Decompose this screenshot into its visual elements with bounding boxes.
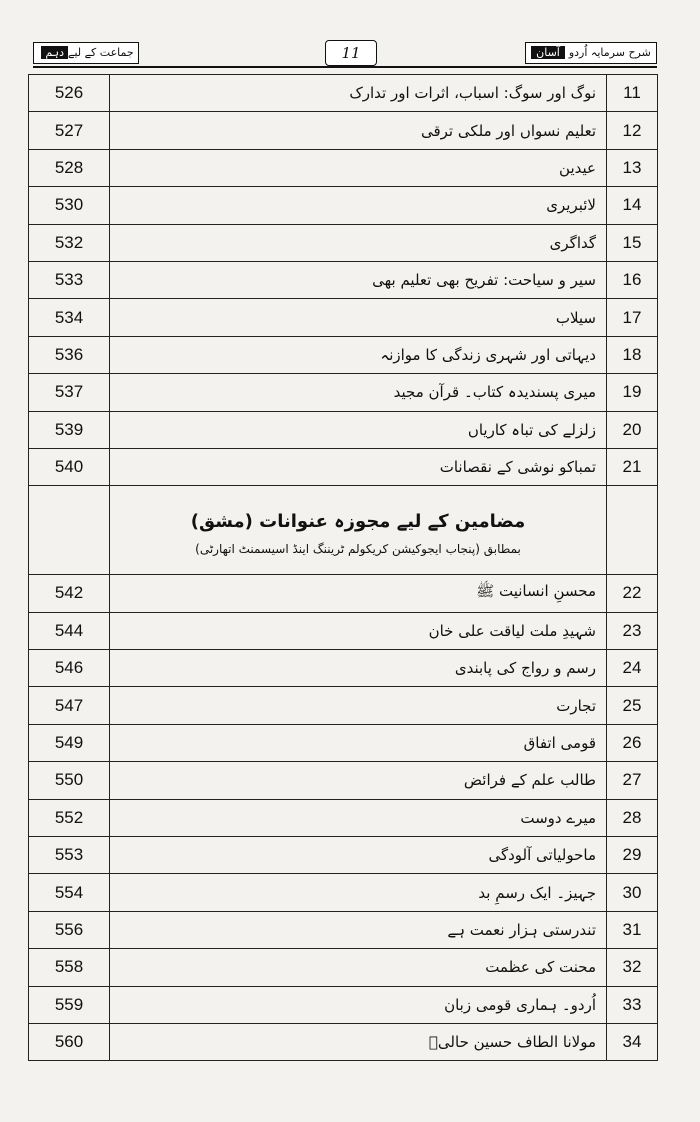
page-number-cell: 533 bbox=[29, 261, 110, 298]
serial-number-cell: 28 bbox=[607, 799, 658, 836]
page-number-cell: 539 bbox=[29, 411, 110, 448]
serial-number-cell: 23 bbox=[607, 612, 658, 649]
topic-title-cell: سیلاب bbox=[110, 299, 607, 336]
table-row[interactable] bbox=[29, 1023, 658, 1060]
page-number-cell: 530 bbox=[29, 187, 110, 224]
serial-number-cell: 29 bbox=[607, 837, 658, 874]
serial-number-cell: 33 bbox=[607, 986, 658, 1023]
topic-title-cell: رسم و رواج کی پابندی bbox=[110, 650, 607, 687]
topic-title-cell: محسنِ انسانیت ﷺ bbox=[110, 575, 607, 612]
page-number-cell: 542 bbox=[29, 575, 110, 612]
serial-number-cell: 17 bbox=[607, 299, 658, 336]
page-number-cell: 550 bbox=[29, 762, 110, 799]
topic-title-cell: میری پسندیدہ کتاب۔ قرآن مجید bbox=[110, 374, 607, 411]
serial-number-cell: 34 bbox=[607, 1023, 658, 1060]
topic-title-cell: زلزلے کی تباہ کاریاں bbox=[110, 411, 607, 448]
page-number-cell: 547 bbox=[29, 687, 110, 724]
table-row[interactable] bbox=[29, 612, 658, 649]
page-number-cell: 559 bbox=[29, 986, 110, 1023]
topic-title-cell: میرے دوست bbox=[110, 799, 607, 836]
page-number-cell: 553 bbox=[29, 837, 110, 874]
section-title: مضامین کے لیے مجوزہ عنوانات (مشق) bbox=[190, 510, 526, 532]
table-row[interactable] bbox=[29, 986, 658, 1023]
topic-title-cell: قومی اتفاق bbox=[110, 724, 607, 761]
topic-title-cell: تندرستی ہزار نعمت ہے bbox=[110, 911, 607, 948]
topic-title-cell: ماحولیاتی آلودگی bbox=[110, 837, 607, 874]
page-number-cell: 552 bbox=[29, 799, 110, 836]
section-empty-num-cell bbox=[607, 486, 658, 575]
serial-number-cell: 15 bbox=[607, 224, 658, 261]
table-row[interactable] bbox=[29, 724, 658, 761]
table-row[interactable] bbox=[29, 448, 658, 485]
topic-title-cell: تمباکو نوشی کے نقصانات bbox=[110, 448, 607, 485]
serial-number-cell: 26 bbox=[607, 724, 658, 761]
table-row[interactable] bbox=[29, 837, 658, 874]
serial-number-cell: 18 bbox=[607, 336, 658, 373]
section-heading-cell bbox=[110, 486, 607, 575]
serial-number-cell: 13 bbox=[607, 149, 658, 186]
table-row[interactable] bbox=[29, 187, 658, 224]
page-number-cell: 544 bbox=[29, 612, 110, 649]
table-row[interactable] bbox=[29, 411, 658, 448]
page-number-cell: 556 bbox=[29, 911, 110, 948]
page-number-cell: 560 bbox=[29, 1023, 110, 1060]
serial-number-cell: 22 bbox=[607, 575, 658, 612]
section-heading-row bbox=[29, 486, 658, 575]
topic-title-cell: دیہاتی اور شہری زندگی کا موازنہ bbox=[110, 336, 607, 373]
topic-title-cell: عیدین bbox=[110, 149, 607, 186]
table-row[interactable] bbox=[29, 799, 658, 836]
serial-number-cell: 19 bbox=[607, 374, 658, 411]
section-subtitle: بمطابق (پنجاب ایجوکیشن کریکولم ٹریننگ اینڈ اسیسمنٹ اتھارٹی) bbox=[195, 541, 521, 556]
page-number-cell: 534 bbox=[29, 299, 110, 336]
header-right-text: شرح سرمایہ اُردو bbox=[568, 46, 651, 59]
serial-number-cell: 21 bbox=[607, 448, 658, 485]
page-header bbox=[0, 38, 700, 68]
table-row[interactable] bbox=[29, 687, 658, 724]
page-number-cell: 528 bbox=[29, 149, 110, 186]
topic-title-cell: شہیدِ ملت لیاقت علی خان bbox=[110, 612, 607, 649]
serial-number-cell: 32 bbox=[607, 949, 658, 986]
table-row[interactable] bbox=[29, 299, 658, 336]
header-left-text: جماعت کے لیے bbox=[68, 46, 134, 59]
header-rule bbox=[33, 66, 657, 68]
topic-title-cell: اُردو۔ ہماری قومی زبان bbox=[110, 986, 607, 1023]
page-number-cell: 546 bbox=[29, 650, 110, 687]
table-row[interactable] bbox=[29, 149, 658, 186]
topic-title-cell: طالب علم کے فرائض bbox=[110, 762, 607, 799]
topic-title-cell: لائبریری bbox=[110, 187, 607, 224]
header-book-title bbox=[525, 42, 657, 64]
topic-title-cell: سیر و سیاحت: تفریح بھی تعلیم بھی bbox=[110, 261, 607, 298]
serial-number-cell: 31 bbox=[607, 911, 658, 948]
table-row[interactable] bbox=[29, 336, 658, 373]
contents-table bbox=[28, 74, 658, 1061]
page-number-cell: 549 bbox=[29, 724, 110, 761]
serial-number-cell: 25 bbox=[607, 687, 658, 724]
page-number-cell: 532 bbox=[29, 224, 110, 261]
page-number: 11 bbox=[325, 40, 377, 66]
serial-number-cell: 12 bbox=[607, 112, 658, 149]
section-empty-cell bbox=[29, 486, 110, 575]
table-row[interactable] bbox=[29, 224, 658, 261]
table-row[interactable] bbox=[29, 874, 658, 911]
table-row[interactable] bbox=[29, 762, 658, 799]
serial-number-cell: 16 bbox=[607, 261, 658, 298]
page-number-cell: 527 bbox=[29, 112, 110, 149]
serial-number-cell: 30 bbox=[607, 874, 658, 911]
page-number-cell: 554 bbox=[29, 874, 110, 911]
serial-number-cell: 14 bbox=[607, 187, 658, 224]
table-row[interactable] bbox=[29, 75, 658, 112]
table-row[interactable] bbox=[29, 112, 658, 149]
header-class-label bbox=[33, 42, 139, 64]
page-number-cell: 526 bbox=[29, 75, 110, 112]
page-number-cell: 537 bbox=[29, 374, 110, 411]
page-number-cell: 558 bbox=[29, 949, 110, 986]
table-row[interactable] bbox=[29, 911, 658, 948]
header-left-tag: دہم bbox=[41, 46, 68, 59]
serial-number-cell: 11 bbox=[607, 75, 658, 112]
table-row[interactable] bbox=[29, 650, 658, 687]
topic-title-cell: نوگ اور سوگ: اسباب، اثرات اور تدارک bbox=[110, 75, 607, 112]
topic-title-cell: تجارت bbox=[110, 687, 607, 724]
topic-title-cell: جہیز۔ ایک رسمِ بد bbox=[110, 874, 607, 911]
topic-title-cell: مولانا الطاف حسین حالیؔ bbox=[110, 1023, 607, 1060]
table-row[interactable] bbox=[29, 374, 658, 411]
serial-number-cell: 27 bbox=[607, 762, 658, 799]
topic-title-cell: گداگری bbox=[110, 224, 607, 261]
page-number-cell: 536 bbox=[29, 336, 110, 373]
table-row[interactable] bbox=[29, 261, 658, 298]
topic-title-cell: محنت کی عظمت bbox=[110, 949, 607, 986]
header-right-tag: آسان bbox=[531, 46, 565, 59]
serial-number-cell: 24 bbox=[607, 650, 658, 687]
table-row[interactable] bbox=[29, 575, 658, 612]
topic-title-cell: تعلیم نسواں اور ملکی ترقی bbox=[110, 112, 607, 149]
page-number-cell: 540 bbox=[29, 448, 110, 485]
table-row[interactable] bbox=[29, 949, 658, 986]
serial-number-cell: 20 bbox=[607, 411, 658, 448]
